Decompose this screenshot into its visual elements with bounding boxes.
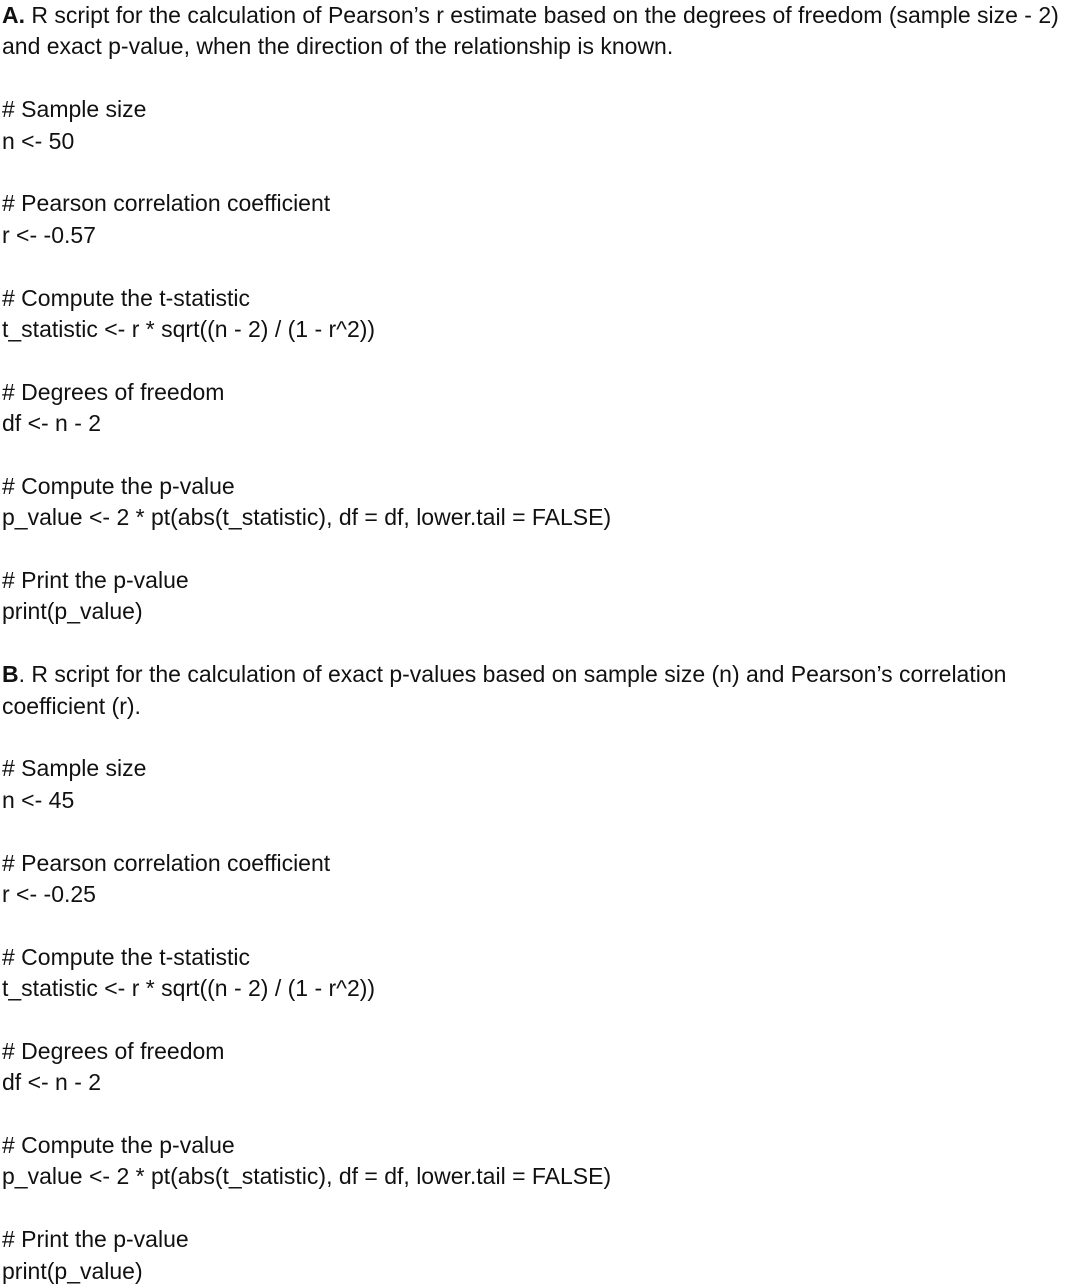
section-a-marker: A. bbox=[2, 2, 25, 28]
code-line: # Print the p-value bbox=[2, 1226, 189, 1253]
code-line bbox=[2, 534, 1073, 565]
code-line: # Sample size bbox=[2, 755, 147, 782]
section-a-code-block bbox=[2, 94, 1073, 628]
code-line bbox=[2, 345, 1073, 376]
section-b-description-line-2: coefficient (r). bbox=[2, 692, 141, 719]
code-line: n <- 45 bbox=[2, 786, 75, 813]
section-a-description-line-1 bbox=[2, 0, 1073, 31]
code-line bbox=[2, 910, 1073, 941]
code-line: # Compute the p-value bbox=[2, 1132, 235, 1159]
spacer bbox=[2, 722, 1073, 753]
section-b-description-text: . R script for the calculation of exact p-values based on sample size (n) and Pearson’s correlation bbox=[18, 661, 1007, 688]
section-b-marker: B bbox=[2, 661, 19, 688]
spacer bbox=[2, 628, 1073, 659]
code-line: # Compute the t-statistic bbox=[2, 284, 250, 311]
code-line bbox=[2, 251, 1073, 282]
code-line: df <- n - 2 bbox=[2, 1069, 102, 1096]
code-line: n <- 50 bbox=[2, 127, 75, 154]
code-line bbox=[2, 439, 1073, 470]
section-a-description-text: R script for the calculation of Pearson’s r estimate based on the degrees of freedom (sample size - 2) bbox=[25, 2, 1059, 28]
spacer bbox=[2, 63, 1073, 94]
code-line: t_statistic <- r * sqrt((n - 2) / (1 - r^2)) bbox=[2, 975, 376, 1002]
code-line: r <- -0.57 bbox=[2, 221, 96, 248]
code-line: r <- -0.25 bbox=[2, 880, 96, 907]
code-line bbox=[2, 1005, 1073, 1036]
code-line: # Pearson correlation coefficient bbox=[2, 190, 331, 217]
section-a-description-line-2: and exact p-value, when the direction of the relationship is known. bbox=[2, 33, 674, 60]
document-body bbox=[2, 0, 1073, 1287]
section-b bbox=[2, 659, 1073, 1287]
code-line: # Compute the p-value bbox=[2, 472, 235, 499]
code-line: p_value <- 2 * pt(abs(t_statistic), df = df, lower.tail = FALSE) bbox=[2, 504, 612, 531]
section-b-code-block bbox=[2, 753, 1073, 1287]
section-b-description-line-1 bbox=[2, 659, 1073, 690]
code-line bbox=[2, 1193, 1073, 1224]
code-line: df <- n - 2 bbox=[2, 410, 102, 437]
code-line: # Degrees of freedom bbox=[2, 378, 225, 405]
code-line bbox=[2, 157, 1073, 188]
code-line bbox=[2, 1099, 1073, 1130]
code-line: print(p_value) bbox=[2, 598, 143, 625]
code-line: # Degrees of freedom bbox=[2, 1037, 225, 1064]
code-line: p_value <- 2 * pt(abs(t_statistic), df = df, lower.tail = FALSE) bbox=[2, 1163, 612, 1190]
code-line: # Compute the t-statistic bbox=[2, 943, 250, 970]
section-a bbox=[2, 0, 1073, 659]
code-line bbox=[2, 816, 1073, 847]
code-line: print(p_value) bbox=[2, 1257, 143, 1284]
code-line: # Sample size bbox=[2, 96, 147, 123]
code-line: # Print the p-value bbox=[2, 567, 189, 594]
code-line: t_statistic <- r * sqrt((n - 2) / (1 - r^2)) bbox=[2, 315, 376, 342]
code-line: # Pearson correlation coefficient bbox=[2, 849, 331, 876]
